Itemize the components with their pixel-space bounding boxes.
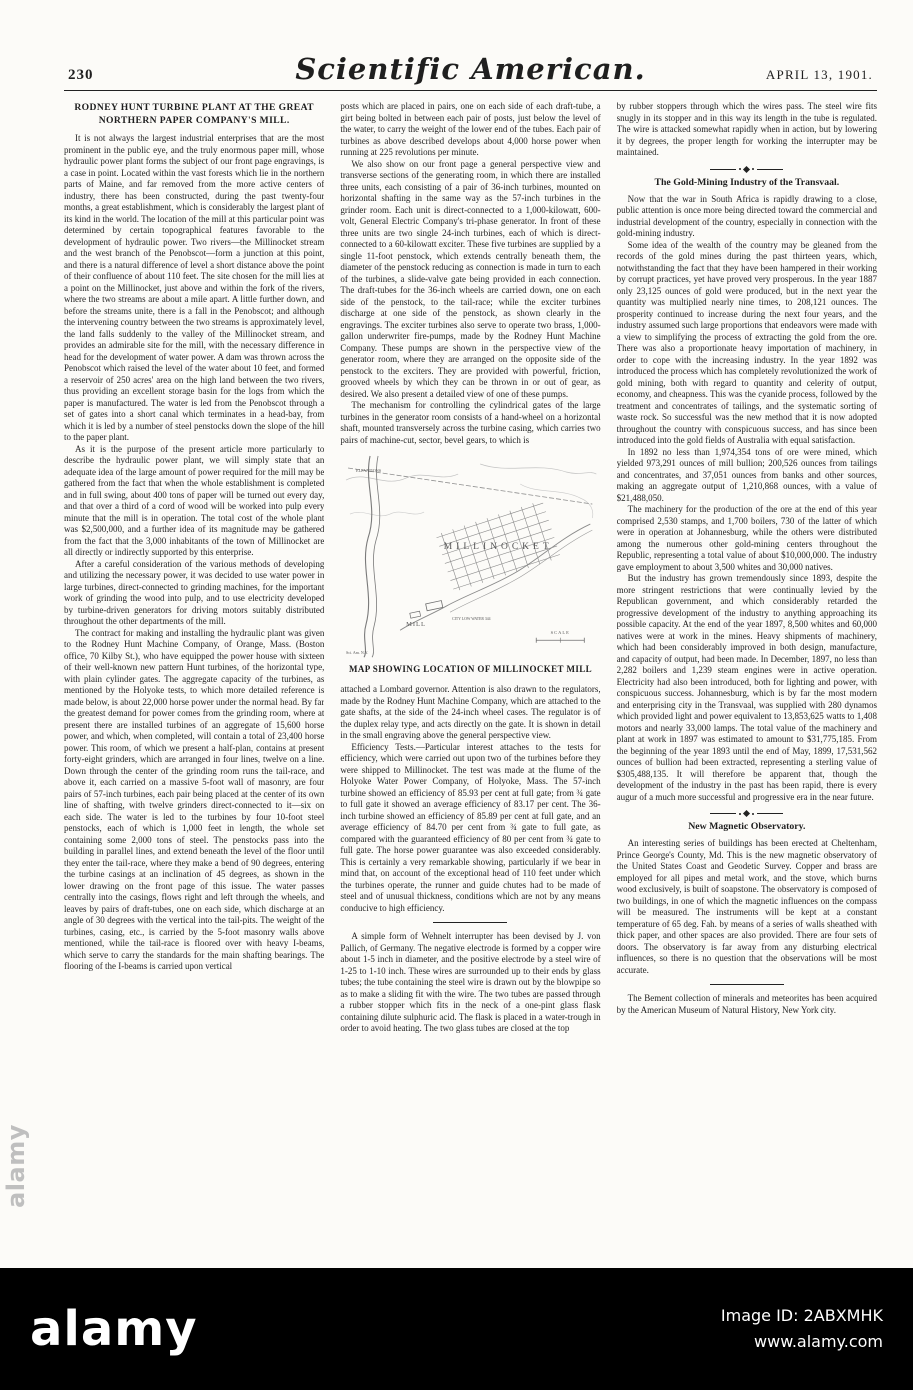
paragraph: Efficiency Tests.—Particular interest attaches to the tests for efficiency, which were carried out upon two of the turbines before they were shipped to Millinocket. The test was made at the flume of the Holyoke Water Power Company, of Holyoke, Mass. The 57-inch turbine showed an efficiency of 85.93 per cent at full gate; from ¾ gate to full gate it showed an average efficiency of 83.17 per cent. The 36-inch turbine showed an efficiency of 85.89 per cent at full gate, and an average efficiency of 84.70 per cent from ¾ gate to full gate, as compared with the guaranteed efficiency of 80 per cent from ¾ gate to full gate. The horse power guarantee was also exceeded considerably. This is certainly a very remarkable showing, particularly if we bear in mind that, on account of the exceptional head of 110 feet under which the turbines operate, the runner and guide chutes had to be made of steel and of unusual thickness, conditions which are not by any means conducive to high efficiency. (340, 741, 601, 913)
map-figure (340, 454, 600, 674)
paragraph-list (340, 931, 600, 1035)
alamy-vertical-watermark: alamy (1, 1124, 30, 1208)
map-label-mill: MILL (406, 621, 427, 629)
map-label-water: CITY LOW WATER 344 (452, 617, 491, 622)
paragraph: The Bement collection of minerals and meteorites has been acquired by the American Museum of Natural History, New York city. (616, 993, 877, 1015)
section-heading-observatory: New Magnetic Observatory. (688, 821, 806, 832)
article-separator-rule (433, 922, 507, 923)
article-title-line1: RODNEY HUNT TURBINE PLANT AT THE GREAT (74, 102, 314, 113)
page-number: 230 (68, 67, 94, 83)
page-content (64, 52, 877, 1262)
map-label-elevations: ELEVATIONS (356, 468, 382, 474)
paragraph-list (64, 133, 324, 973)
page-header (64, 52, 877, 90)
paragraph: The mechanism for controlling the cylindrical gates of the large turbines in the generator room consists of a hand-wheel on a horizontal shaft, mounted transversely across the turbine casing, which carries two pairs of machine-cut, sector, bevel gears, to which is (340, 400, 601, 445)
paragraph-list (617, 194, 877, 804)
column-3 (617, 101, 877, 1257)
column-2 (340, 101, 600, 1257)
image-id-text: Image ID: 2ABXMHK (720, 1306, 883, 1325)
ornament-line (757, 813, 783, 814)
alamy-logo: alamy (30, 1301, 198, 1357)
paragraph: It is not always the largest industrial enterprises that are the most prominent in the public eye, and the truly enormous paper mill, whose hydraulic power plant forms the subject of our front page engravings, is a case in point. Located within the vast forests which lie in the northern parts of Maine, and far removed from the more active centers of industry, there has been constructed, during the past twenty-four months, a great establishment, which is considerably the largest plant of its kind in the world. The location of the mill at this particular point was determined by certain topographical features favorable to the development of hydraulic power. Two rivers—the Millinocket stream and the west branch of the Penobscot—form a junction at this point, and there is a natural difference of level a short distance above the point of their confluence of about 110 feet. The site chosen for the mill lies at a point on the Millinocket, just above and within the fork of the rivers, where the two streams are about a mile apart. A little further down, and before the streams unite, there is a fall in the Penobscot; and although the intervening country between the two streams is approximately level, the land falls suddenly to the valley of the Millinocket stream, and provides an admirable site for the mill, with the necessary difference in head for the development of water power. A dam was thrown across the Penobscot which raised the level of the water about 10 feet, and formed a reservoir of 250 acres' area on the high land between the two rivers, thus providing an excellent storage basin for the logs from which the paper is manufactured. The water is led from the Penobscot through a set of gates into a short canal which terminates in a head-bay, from which it is led by a number of steel penstocks down the slope of the hill to the paper plant. (64, 133, 325, 442)
paragraph: Some idea of the wealth of the country may be gleaned from the records of the gold mines during the past thirteen years, which, notwithstanding the fact that they have been hampered in their working by corrupt practices, yet have proved very prosperous. In the year 1887 only 23,125 ounces of gold were produced, but in the next year the quantity was multiplied nearly nine times, to 208,121 ounces. The prosperity continued to increase during the next four years, and the industry assumed such large proportions that endeavors were made with a view to simplifying the process of extracting the gold from the ore. There was also a proportionate heavy importation of machinery, in order to cope with the increasing industry. In the year 1892 was introduced the process which has completely revolutionized the work of gold mining, both with regard to quantity and celerity of output, economy, and cheapness. This was the cyanide process, followed by the treatment and concentrates of tailings, and the systematic sorting of waste rock. So successful was the new method that it is now adopted throughout the country with conspicuous success, and has since been introduced into the gold fields of Australia with equal satisfaction. (616, 239, 877, 445)
map-credit: Sci. Am. N.Y. (346, 650, 369, 656)
ornament-line (710, 813, 736, 814)
paragraph: by rubber stoppers through which the wires pass. The steel wire fits snugly in its stopper and in this way its length in the tube is regulated. The wire is attacked somewhat rapidly when in action, but by lowering it by degrees, the proper length for working the interrupter may be maintained. (616, 101, 877, 157)
paragraph: In 1892 no less than 1,974,354 tons of ore were mined, which yielded 973,291 ounces of mill bullion; 200,526 ounces from tailings and concentrates, and 37,051 ounces from banks and other sources, making an aggregate output of 1,210,868 ounces, with a value of $21,488,050. (616, 446, 877, 503)
alamy-watermark-bar (0, 1268, 913, 1390)
alamy-url-text: www.alamy.com (754, 1332, 883, 1351)
paragraph: The machinery for the production of the ore at the end of this year comprised 2,530 stamps, and 1,700 boilers, 730 of the latter of which were in operation at Johannesburg, while the others were distributed among the numerous other gold-mining centers throughout the Republic, representing a total value of about $10,000,000. The industry gave employment to about 3,500 whites and 30,000 natives. (616, 504, 877, 572)
paragraph-list (617, 993, 877, 1016)
paragraph: The contract for making and installing the hydraulic plant was given to the Rodney Hunt Machine Company, of Orange, Mass. (Boston office, 70 Kilby St.), who have equipped the power house with sixteen of their well-known new pattern Hunt turbines, of the horizontal type, with plain cylinder gates. The aggregate capacity of the turbines, as mentioned by the Holyoke tests, to which more detailed reference is made below, is about 22,000 horse power under the normal head. By far the greatest demand for power comes from the grinding room, where at present there are installed turbines of an aggregate of 15,600 horse power, and which, when completed, will contain a total of 23,400 horse power. This room, of which we present a half-plan, contains at present forty-eight grinders, which are arranged in four lines, twelve on a line. Down through the center of the grinding room runs the tail-race, and above it, each carried on a massive 5-foot wall of masonry, are four pairs of 57-inch turbines, each pair being placed at the center of its own line of shafting, with twelve grinders direct-connected to it—six on each side. The water is led to the turbines by four 10-foot steel penstocks, each of which is 1,000 feet in length, the whole set containing some 2,000 tons of steel. The penstocks pass into the building in parallel lines, and extend beneath the level of the floor until they enter the tail-race, where they make a bend of 90 degrees, entering the turbine casings at an inclination of 45 degrees, as shown in the lower drawing on the front page of this issue. The water passes centrally into the casings, flows right and left through the wheels, and leaves by pairs of draft-tubes, one on each side, which discharge at an angle of 30 degrees with the vertical into the tail-pits. The weight of the turbines, casing, etc., is carried by the 5-foot masonry walls above mentioned, while the tail-race is floored over with heavy I-beams, which serve to carry the standards for the main shafting bearings. The flooring of the I-beams is carried upon vertical (64, 627, 325, 971)
paragraph-list (617, 101, 877, 159)
paragraph: But the industry has grown tremendously since 1893, despite the more stringent restrictions that were continually levied by the Republican government, and which considerably retarded the progressive development of the industry to anything approaching its possible capacity. At the end of the year 1897, 8,500 whites and 60,000 natives were at work in the mines. Heavy shipments of machinery, which had been considerably improved in both design, manufacture, and capacity of output, had been made. In December, 1897, no less than 2,282 boilers and 1,239 steam engines were in active operation. Electricity had also been introduced, both for lighting and power, with conspicuous success. Johannesburg, which is by far the most modern and enterprising city in the Transvaal, was supplied with 280 dynamos which provided light and power equivalent to 13,853,625 watts to 1,408 motors and nearly 33,000 lamps. The total value of the machinery and plant at work in 1897 was estimated to amount to $31,775,185. From the beginning of the year 1893 until the end of May, 1899, 17,531,562 ounces of bullion had been extracted, representing a sterling value of $305,488,135. It will therefore be apparent that, though the development of the industry in the past has been rapid, there is every augur of a much more successful and progressive era in the near future. (616, 573, 877, 802)
masthead-title: Scientific American. (295, 52, 646, 86)
column-1 (64, 101, 324, 1257)
map-caption: MAP SHOWING LOCATION OF MILLINOCKET MILL (348, 664, 593, 675)
ornament-dot (752, 813, 754, 815)
paragraph: After a careful consideration of the various methods of developing and utilizing the necessary power, it was decided to use water power in large turbines, direct-connected to grinding machines, for the important work of grinding the wood into pulp, and to use electricity developed by turbine-driven generators for driving motors suitably distributed throughout the other departments of the mill. (64, 558, 325, 626)
ornament-diamond (743, 165, 750, 172)
paragraph: Now that the war in South Africa is rapidly drawing to a close, public attention is once more being directed toward the commercial and industrial development of the country, especially in connection with the gold-mining industry. (616, 193, 877, 238)
header-rule (64, 90, 877, 91)
paragraph: attached a Lombard governor. Attention is also drawn to the regulators, made by the Rodney Hunt Machine Company, which are attached to the gate shafts, at the side of the 24-inch wheel cases. The regulator is of the duplex relay type, and acts directly on the gate. It is shown in detail in the small engraving above the general perspective view. (340, 684, 601, 741)
section-ornament (617, 167, 877, 172)
ornament-dot (739, 813, 741, 815)
paragraph: We also show on our front page a general perspective view and transverse sections of the generating room, in which there are installed three units, each consisting of a pair of 36-inch turbines, mounted on horizontal shafting in the same way as the 57-inch turbines in the grinder room. Each unit is direct-connected to a 1,000-kilowatt, 600-volt, General Electric Company's tri-phase generator. In front of these three units are two single 24-inch turbines, each of which is direct-connected to a 60-kilowatt exciter. These five turbines are supplied by a single 11-foot penstock, which extends centrally beneath them, the diameter of the penstock reducing as connection is made in turn to each of the turbines, a slide-valve gate being provided in each connection. The draft-tubes for the 36-inch wheels are carried down, one on each side of the penstock, to the tail-race; while the exciter turbines discharge at one side of the penstock, as shown clearly in the engravings. The exciter turbines also serve to operate two brass, 1,000-gallon underwriter fire-pumps, made by the Rodney Hunt Machine Company. These pumps are shown in the perspective view of the generator room, where they are arranged on the opposite side of the penstock to the exciters. They are provided with powerful, friction, grooved wheels by which they can be thrown in or out of gear, as desired. We also present a detailed view of one of these pumps. (340, 158, 601, 399)
issue-date: APRIL 13, 1901. (765, 67, 873, 82)
ornament-line (757, 169, 783, 170)
paragraph-list (617, 838, 877, 976)
alamy-meta (721, 1303, 883, 1355)
map-label-scale: SCALE (550, 630, 571, 636)
ornament-dot (739, 168, 741, 170)
paragraph: posts which are placed in pairs, one on each side of each draft-tube, a girt being bolted in between each pair of posts, just below the level of the water, to carry the weight of the lower end of the tubes. Each pair of turbines as above described develops about 4,000 horse power when running at 225 revolutions per minute. (340, 101, 601, 157)
column-layout (64, 101, 877, 1257)
section-ornament (617, 811, 877, 816)
article-title (64, 101, 324, 127)
paragraph: As it is the purpose of the present article more particularly to describe the hydraulic power plant, we will simply state that an adequate idea of the large amount of power required for the mill may be gathered from the fact that when the whole establishment is completed and in full swing, about 400 tons of paper will be turned out every day, and that over a third of a cord of wood will be worked into pulp every minute that the mill is in operation. The total cost of the whole plant was $2,500,000, and a further idea of its magnitude may be gathered from the fact that the 3,000 inhabitants of the town of Millinocket are all directly or indirectly supported by this enterprise. (64, 443, 325, 557)
article-separator-rule (710, 984, 784, 985)
ornament-dot (752, 168, 754, 170)
paragraph-list (340, 684, 600, 914)
section-heading-gold-mining: The Gold-Mining Industry of the Transvaal. (654, 176, 840, 188)
ornament-line (710, 169, 736, 170)
paragraph: An interesting series of buildings has been erected at Cheltenham, Prince George's County, Md. This is the new magnetic observatory of the United States Coast and Geodetic Survey. Copper and brass are employed for all pipes and metal work, and the stove, which burns wood exclusively, is built of soapstone. The observatory is composed of two buildings, in one of which the magnetic influences on the compass will be measured. The instruments will be kept at a constant temperature of 65 deg. Fah. by means of a series of walls sheathed with thick paper, and other spaces are also provided. There are four sets of doors. The observatory is far away from any disturbing electrical influences, so there is no question that the observations will be most accurate. (616, 838, 877, 975)
paragraph-list (340, 101, 600, 446)
millinocket-map (340, 454, 600, 659)
paragraph: A simple form of Wehnelt interrupter has been devised by J. von Pallich, of Germany. The negative electrode is formed by a copper wire about 1-5 inch in diameter, and the positive electrode by a steel wire of 1-25 to 1-10 inch. These wires are surrounded up to their ends by glass tubes; the tube containing the steel wire is drawn out by the blowpipe so as to make a sliding fit with the wire. The two tubes are passed through a rubber stopper which fits in the neck of a one-pint glass flask containing dilute sulphuric acid. The flask is placed in a water-trough in order to avoid heating. The two glass tubes are closed at the top (340, 931, 601, 1034)
ornament-diamond (743, 810, 750, 817)
map-label-town: MILLINOCKET (444, 542, 554, 553)
article-title-line2: NORTHERN PAPER COMPANY'S MILL. (98, 115, 290, 126)
